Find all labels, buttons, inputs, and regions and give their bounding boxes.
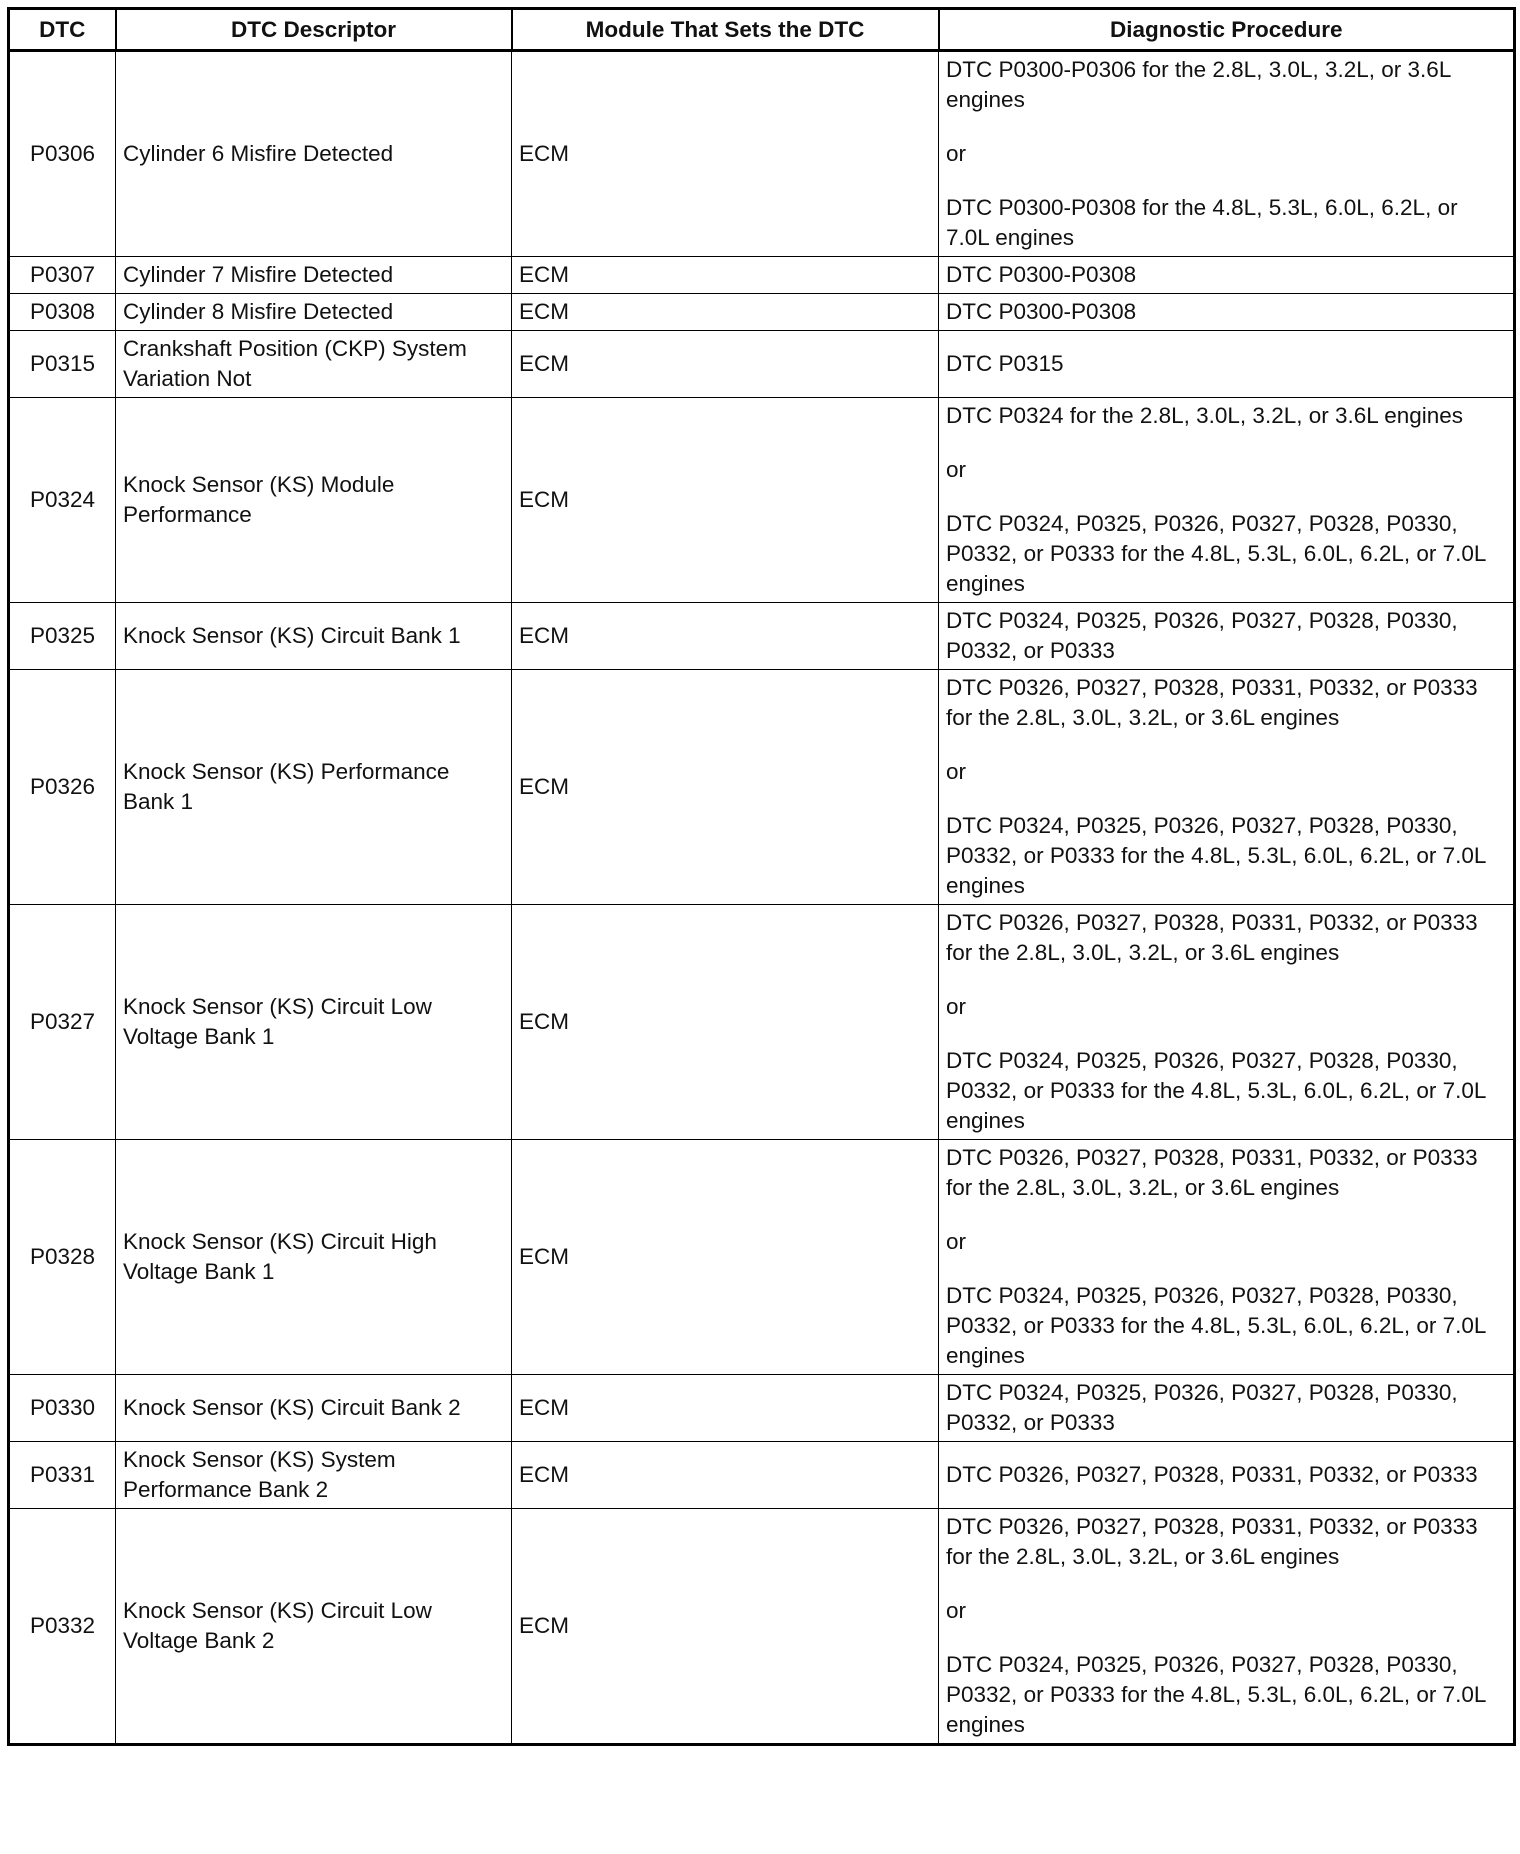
procedure-paragraph: or xyxy=(946,1598,967,1623)
dtc-table xyxy=(7,7,1516,1746)
diagnostic-procedure-cell xyxy=(939,1140,1515,1375)
table-body xyxy=(9,51,1515,1745)
diagnostic-procedure-cell xyxy=(939,1375,1515,1442)
diagnostic-procedure-cell xyxy=(939,294,1515,331)
module-cell: ECM xyxy=(512,603,939,670)
table-row xyxy=(9,905,1515,1140)
diagnostic-procedure-cell xyxy=(939,331,1515,398)
table-row xyxy=(9,1442,1515,1509)
dtc-code-cell: P0327 xyxy=(9,905,116,1140)
dtc-code-cell: P0328 xyxy=(9,1140,116,1375)
dtc-descriptor-cell: Knock Sensor (KS) System Performance Bank 2 xyxy=(116,1442,512,1509)
table-row xyxy=(9,257,1515,294)
procedure-paragraph: DTC P0326, P0327, P0328, P0331, P0332, or P0333 for the 2.8L, 3.0L, 3.2L, or 3.6L engines xyxy=(946,1514,1478,1569)
module-cell: ECM xyxy=(512,331,939,398)
procedure-paragraph: DTC P0324 for the 2.8L, 3.0L, 3.2L, or 3.6L engines xyxy=(946,403,1464,428)
dtc-descriptor-cell: Cylinder 6 Misfire Detected xyxy=(116,51,512,257)
module-cell: ECM xyxy=(512,294,939,331)
procedure-paragraph: DTC P0300-P0308 for the 4.8L, 5.3L, 6.0L, 6.2L, or 7.0L engines xyxy=(946,195,1458,250)
procedure-paragraph: DTC P0324, P0325, P0326, P0327, P0328, P0330, P0332, or P0333 for the 4.8L, 5.3L, 6.0L, 6.2L, or 7.0L engines xyxy=(946,1048,1486,1133)
dtc-descriptor-cell: Knock Sensor (KS) Performance Bank 1 xyxy=(116,670,512,905)
module-cell: ECM xyxy=(512,1509,939,1745)
table-header xyxy=(9,9,1515,51)
module-cell: ECM xyxy=(512,1140,939,1375)
diagnostic-procedure-cell xyxy=(939,603,1515,670)
diagnostic-procedure-cell xyxy=(939,1509,1515,1745)
header-row xyxy=(9,9,1515,51)
diagnostic-procedure-cell xyxy=(939,670,1515,905)
dtc-code-cell: P0331 xyxy=(9,1442,116,1509)
dtc-code-cell: P0315 xyxy=(9,331,116,398)
procedure-paragraph: DTC P0324, P0325, P0326, P0327, P0328, P0330, P0332, or P0333 xyxy=(946,1380,1458,1435)
table-row xyxy=(9,1375,1515,1442)
table-row xyxy=(9,51,1515,257)
module-cell: ECM xyxy=(512,398,939,603)
module-cell: ECM xyxy=(512,1375,939,1442)
procedure-paragraph: DTC P0300-P0308 xyxy=(946,299,1137,324)
diagnostic-procedure-cell xyxy=(939,1442,1515,1509)
dtc-descriptor-cell: Knock Sensor (KS) Circuit Bank 2 xyxy=(116,1375,512,1442)
procedure-paragraph: DTC P0324, P0325, P0326, P0327, P0328, P0330, P0332, or P0333 for the 4.8L, 5.3L, 6.0L, 6.2L, or 7.0L engines xyxy=(946,511,1486,596)
dtc-descriptor-cell: Knock Sensor (KS) Circuit Low Voltage Bank 2 xyxy=(116,1509,512,1745)
module-cell: ECM xyxy=(512,905,939,1140)
procedure-paragraph: or xyxy=(946,1229,967,1254)
dtc-code-cell: P0330 xyxy=(9,1375,116,1442)
table-row xyxy=(9,1140,1515,1375)
dtc-code-cell: P0324 xyxy=(9,398,116,603)
module-cell: ECM xyxy=(512,51,939,257)
table-row xyxy=(9,398,1515,603)
header-procedure: Diagnostic Procedure xyxy=(939,9,1515,51)
procedure-paragraph: DTC P0324, P0325, P0326, P0327, P0328, P0330, P0332, or P0333 for the 4.8L, 5.3L, 6.0L, 6.2L, or 7.0L engines xyxy=(946,1283,1486,1368)
dtc-descriptor-cell: Crankshaft Position (CKP) System Variation Not xyxy=(116,331,512,398)
procedure-paragraph: or xyxy=(946,457,967,482)
diagnostic-procedure-cell xyxy=(939,905,1515,1140)
header-descriptor: DTC Descriptor xyxy=(116,9,512,51)
table-row xyxy=(9,294,1515,331)
table-row xyxy=(9,331,1515,398)
dtc-code-cell: P0306 xyxy=(9,51,116,257)
dtc-descriptor-cell: Knock Sensor (KS) Circuit Low Voltage Bank 1 xyxy=(116,905,512,1140)
procedure-paragraph: DTC P0324, P0325, P0326, P0327, P0328, P0330, P0332, or P0333 xyxy=(946,608,1458,663)
procedure-paragraph: or xyxy=(946,141,967,166)
dtc-descriptor-cell: Knock Sensor (KS) Circuit Bank 1 xyxy=(116,603,512,670)
module-cell: ECM xyxy=(512,670,939,905)
module-cell: ECM xyxy=(512,1442,939,1509)
procedure-paragraph: DTC P0300-P0308 xyxy=(946,262,1137,287)
procedure-paragraph: DTC P0326, P0327, P0328, P0331, P0332, or P0333 xyxy=(946,1462,1478,1487)
procedure-paragraph: or xyxy=(946,759,967,784)
dtc-code-cell: P0308 xyxy=(9,294,116,331)
procedure-paragraph: DTC P0326, P0327, P0328, P0331, P0332, or P0333 for the 2.8L, 3.0L, 3.2L, or 3.6L engines xyxy=(946,675,1478,730)
dtc-descriptor-cell: Cylinder 8 Misfire Detected xyxy=(116,294,512,331)
diagnostic-procedure-cell xyxy=(939,257,1515,294)
module-cell: ECM xyxy=(512,257,939,294)
dtc-code-cell: P0326 xyxy=(9,670,116,905)
procedure-paragraph: DTC P0324, P0325, P0326, P0327, P0328, P0330, P0332, or P0333 for the 4.8L, 5.3L, 6.0L, 6.2L, or 7.0L engines xyxy=(946,813,1486,898)
header-module: Module That Sets the DTC xyxy=(512,9,939,51)
table-row xyxy=(9,1509,1515,1745)
table-row xyxy=(9,670,1515,905)
diagnostic-procedure-cell xyxy=(939,51,1515,257)
diagnostic-procedure-cell xyxy=(939,398,1515,603)
dtc-code-cell: P0332 xyxy=(9,1509,116,1745)
table-row xyxy=(9,603,1515,670)
dtc-descriptor-cell: Cylinder 7 Misfire Detected xyxy=(116,257,512,294)
dtc-code-cell: P0325 xyxy=(9,603,116,670)
procedure-paragraph: DTC P0300-P0306 for the 2.8L, 3.0L, 3.2L, or 3.6L engines xyxy=(946,57,1451,112)
procedure-paragraph: DTC P0326, P0327, P0328, P0331, P0332, or P0333 for the 2.8L, 3.0L, 3.2L, or 3.6L engines xyxy=(946,910,1478,965)
procedure-paragraph: DTC P0326, P0327, P0328, P0331, P0332, or P0333 for the 2.8L, 3.0L, 3.2L, or 3.6L engines xyxy=(946,1145,1478,1200)
dtc-descriptor-cell: Knock Sensor (KS) Module Performance xyxy=(116,398,512,603)
header-dtc: DTC xyxy=(9,9,116,51)
dtc-code-cell: P0307 xyxy=(9,257,116,294)
procedure-paragraph: DTC P0324, P0325, P0326, P0327, P0328, P0330, P0332, or P0333 for the 4.8L, 5.3L, 6.0L, 6.2L, or 7.0L engines xyxy=(946,1652,1486,1737)
dtc-descriptor-cell: Knock Sensor (KS) Circuit High Voltage Bank 1 xyxy=(116,1140,512,1375)
procedure-paragraph: DTC P0315 xyxy=(946,351,1064,376)
procedure-paragraph: or xyxy=(946,994,967,1019)
